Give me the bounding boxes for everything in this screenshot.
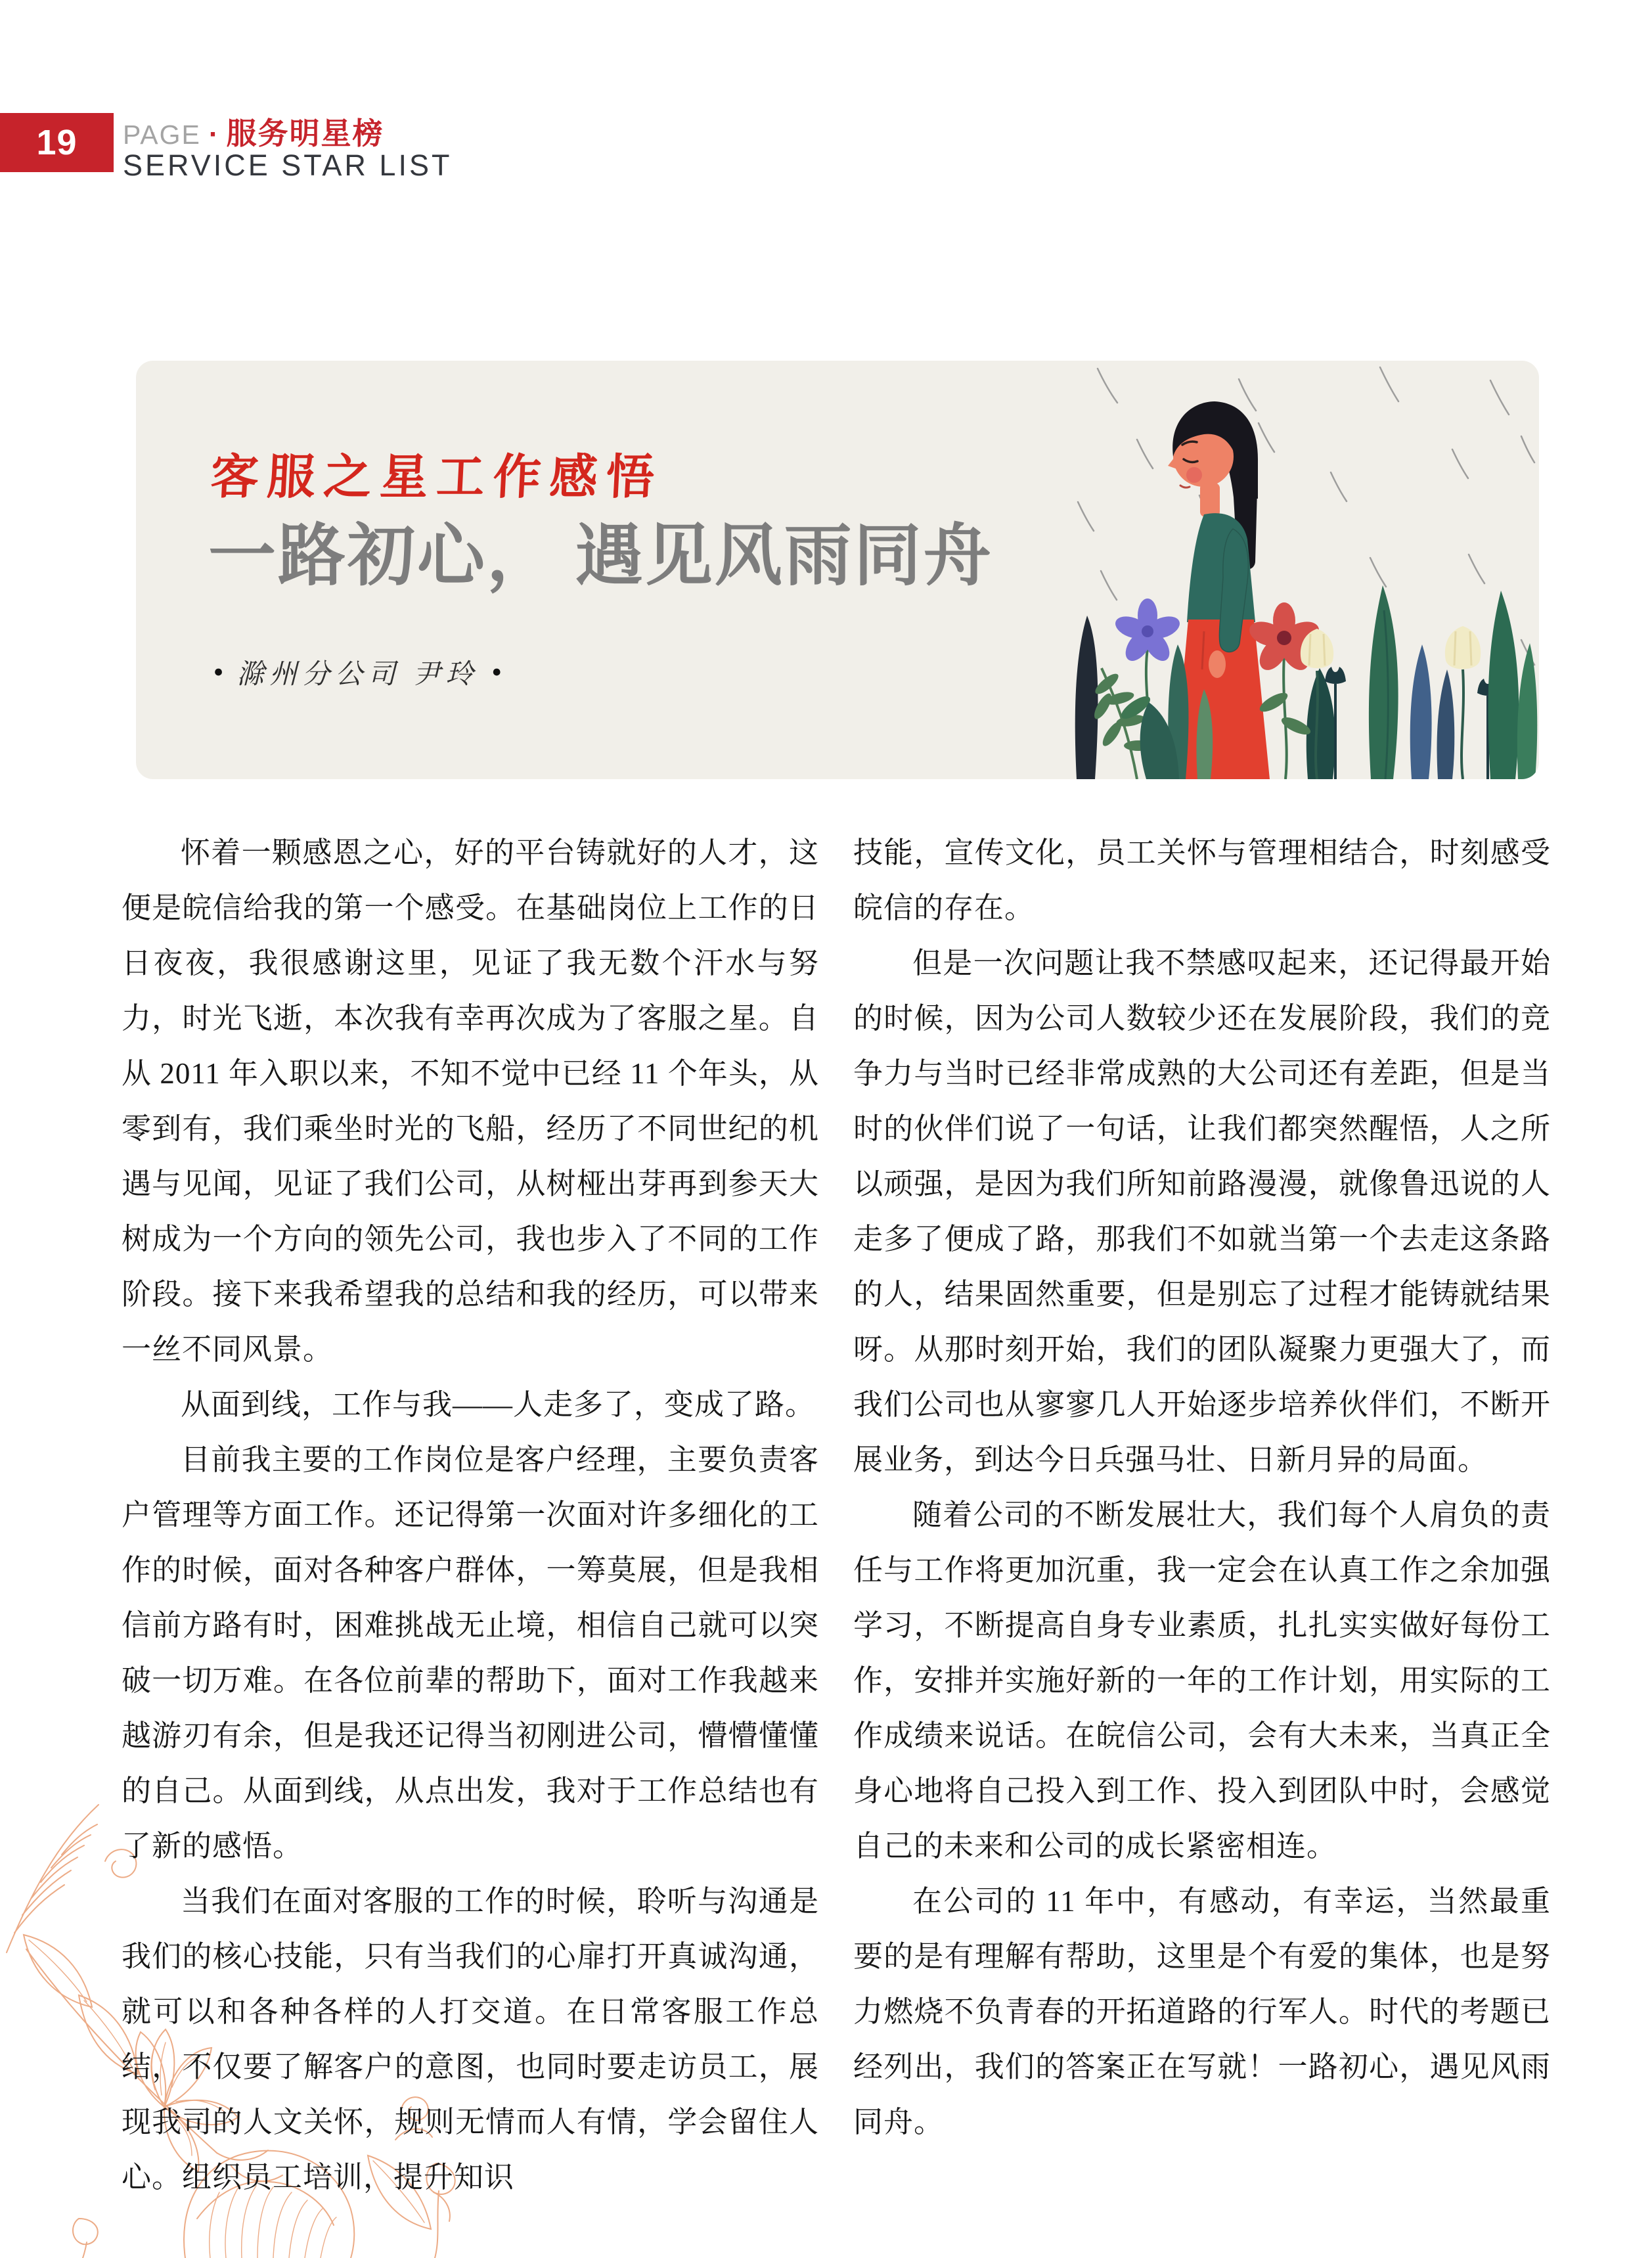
article-column-left — [122, 825, 819, 2205]
far-right-leaf — [1488, 591, 1519, 779]
paragraph: 但是一次问题让我不禁感叹起来，还记得最开始的时候，因为公司人数较少还在发展阶段，我们的竞争力与当时已经非常成熟的大公司还有差距，但是当时的伙伴们说了一句话，让我们都突然醒悟，人之所以顽强，是因为我们所知前路漫漫，就像鲁迅说的人走多了便成了路，那我们不如就当第一个去走这条路的人，结果固然重要，但是别忘了过程才能铸就结果呀。从那时刻开始，我们的团队凝聚力更强大了，而我们公司也从寥寥几人开始逐步培养伙伴们，不断开展业务，到达今日兵强马壮、日新月异的局面。 — [853, 947, 1551, 1476]
article-byline — [213, 652, 502, 692]
paragraph: 随着公司的不断发展壮大，我们每个人肩负的责任与工作将更加沉重，我一定会在认真工作之余加强学习，不断提高自身专业素质，扎扎实实做好每份工作，安排并实施好新的一年的工作计划，用实际的工作成绩来说话。在皖信公司，会有大未来，当真正全身心地将自己投入到工作、投入到团队中时，会感觉自己的未来和公司的成长紧密相连。 — [853, 1499, 1551, 1863]
page-number-badge: 19 — [0, 113, 114, 172]
section-header-line1 — [123, 110, 452, 150]
paragraph: 在公司的 11 年中，有感动，有幸运，当然最重要的是有理解有帮助，这里是个有爱的集体，也是努力燃烧不负青春的开拓道路的行军人。时代的考题已经列出，我们的答案正在写就！一路初心，遇见风雨同舟。 — [853, 1885, 1551, 2138]
byline-dot: ● — [491, 663, 502, 681]
article-title: 一路初心， 遇见风雨同舟 — [208, 519, 993, 594]
teal-leaf — [1306, 668, 1335, 779]
section-title-zh: 服务明星榜 — [226, 116, 384, 150]
girl-in-rain-illustration — [1038, 361, 1539, 779]
dark-blade-leaf — [1075, 616, 1098, 779]
blush — [1186, 467, 1202, 483]
plants — [1075, 585, 1538, 779]
byline-text: 滁州分公司 尹玲 — [236, 660, 479, 690]
paragraph: 目前我主要的工作岗位是客户经理，主要负责客户管理等方面工作。还记得第一次面对许多细化的工作的时候，面对各种客户群体，一筹莫展，但是我相信前方路有时，困难挑战无止境，相信自己就可以突破一切万难。在各位前辈的帮助下，面对工作我越来越游刃有余，但是我还记得当初刚进公司，懵懵懂懂的自己。从面到线，从点出发，我对于工作总结也有了新的感悟。 — [122, 1443, 819, 1863]
navy-blade — [1437, 669, 1455, 779]
paragraph: 怀着一颗感恩之心，好的平台铸就好的人才，这便是皖信给我的第一个感受。在基础岗位上工作的日日夜夜，我很感谢这里，见证了我无数个汗水与努力，时光飞逝，本次我有幸再次成为了客服之星。自从 2011 年入职以来，不知不觉中已经 11 个年头，从零到有，我们乘坐时光的飞船，经历了不同世纪的机遇与见闻，见证了我们公司，从树桠出芽再到参天大树成为一个方向的领先公司，我也步入了不同的工作阶段。接下来我希望我的总结和我的经历，可以带来一丝不同风景。 — [122, 836, 819, 1366]
paragraph: 从面到线，工作与我——人走多了，变成了路。 — [181, 1388, 816, 1421]
article-banner — [136, 361, 1539, 779]
section-header — [123, 110, 452, 183]
paragraph: 技能，宣传文化，员工关怀与管理相结合，时刻感受皖信的存在。 — [853, 836, 1551, 924]
byline-dot: ● — [213, 663, 224, 681]
bluegray-blade — [1410, 644, 1432, 779]
separator-dot: · — [208, 118, 219, 150]
paragraph: 当我们在面对客服的工作的时候，聆听与沟通是我们的核心技能，只有当我们的心扉打开真诚沟通，就可以和各种各样的人打交道。在日常客服工作总结，不仅要了解客户的意图，也同时要走访员工，展现我司的人文关怀，规则无情而人有情，学会留住人心。组织员工培训，提升知识 — [122, 1885, 819, 2194]
mouth — [1180, 485, 1190, 487]
page-label: PAGE — [123, 120, 201, 150]
neck — [1200, 483, 1220, 517]
hand — [1209, 650, 1226, 678]
article-column-right — [853, 825, 1551, 2150]
banner-kicker: 客服之星工作感悟 — [209, 451, 664, 504]
section-title-en: SERVICE STAR LIST — [123, 148, 453, 182]
